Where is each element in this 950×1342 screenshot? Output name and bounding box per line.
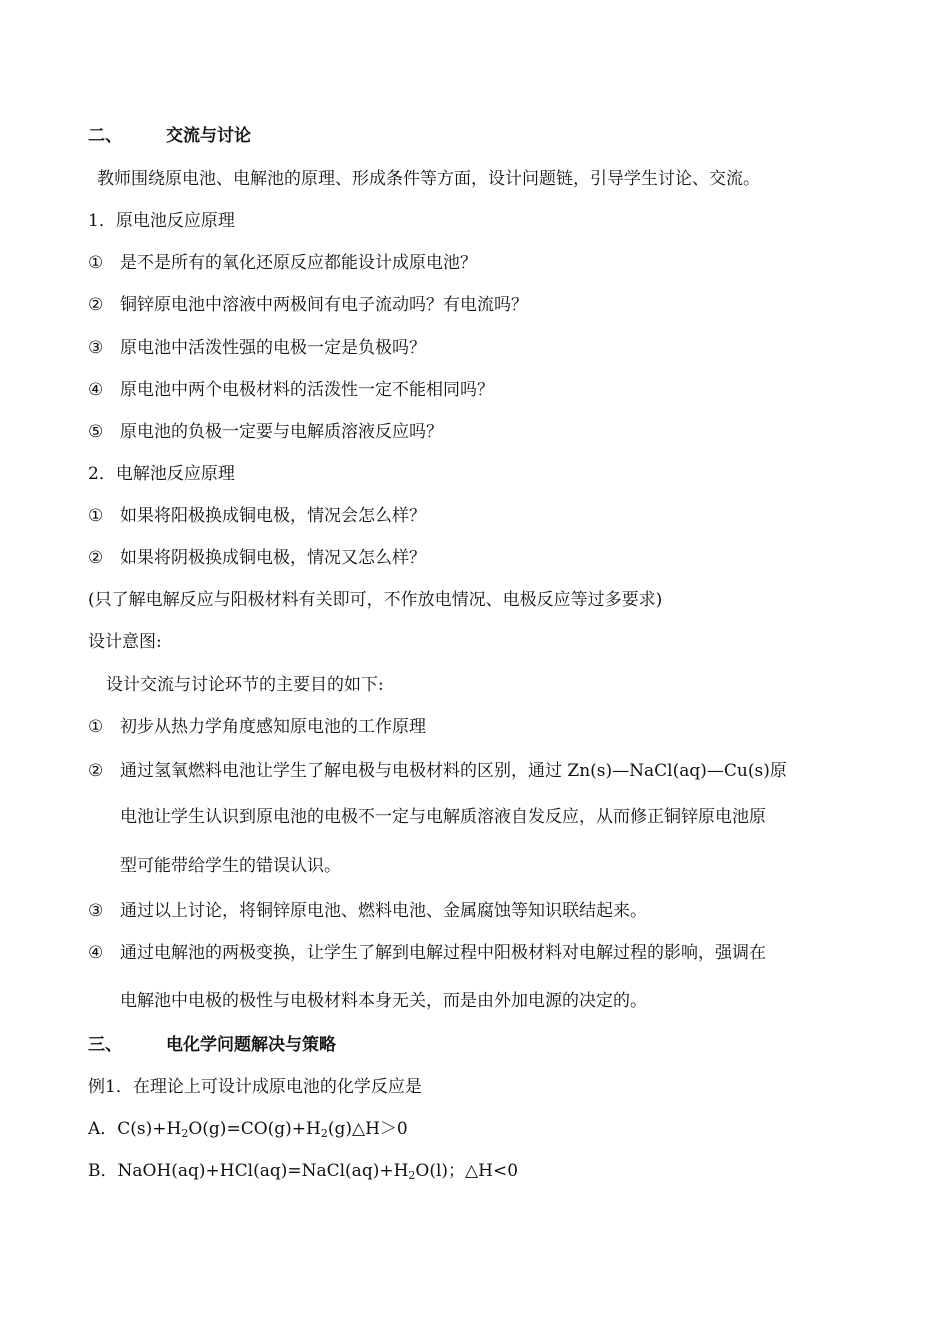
design-item-text: 通过电解池的两极变换，让学生了解到电解过程中阳极材料对电解过程的影响，强调在 [120, 943, 766, 963]
section-number: 二、 [88, 126, 122, 146]
design-item-text: 初步从热力学角度感知原电池的工作原理 [120, 717, 426, 737]
question-item [88, 337, 426, 359]
question-item [88, 252, 477, 274]
design-item [88, 900, 647, 922]
section-heading-strategy [88, 1034, 336, 1056]
question-item [88, 505, 426, 527]
equation-part: NaOH(aq)+HCl(aq)=NaCl(aq)+H [117, 1161, 409, 1181]
equation-part: O(l)；△H<0 [415, 1161, 519, 1181]
question-item [88, 294, 528, 316]
design-item [88, 716, 426, 738]
design-item [88, 760, 787, 782]
option-label: A． [88, 1119, 118, 1139]
design-item-continuation: 电解池中电极的极性与电极材料本身无关，而是由外加电源的决定的。 [120, 991, 647, 1011]
design-item-marker: ② [88, 761, 104, 781]
question-text: 是不是所有的氧化还原反应都能设计成原电池？ [120, 253, 477, 273]
question-marker: ③ [88, 338, 104, 358]
option-a [88, 1118, 408, 1140]
question-marker: ② [88, 295, 104, 315]
example-question: 例1．在理论上可设计成原电池的化学反应是 [88, 1077, 422, 1097]
subsection-title-electrolytic: 2．电解池反应原理 [88, 464, 235, 484]
design-intent-label: 设计意图: [88, 632, 162, 652]
subsection-title-galvanic: 1．原电池反应原理 [88, 211, 235, 231]
equation-part: O(g)=CO(g)+H [188, 1119, 321, 1139]
question-text: 原电池的负极一定要与电解质溶液反应吗？ [120, 422, 443, 442]
subscript: 2 [320, 1127, 328, 1140]
question-item [88, 547, 426, 569]
question-marker: ① [88, 506, 104, 526]
section-number: 三、 [88, 1035, 122, 1055]
subscript: 2 [408, 1169, 416, 1182]
question-item [88, 379, 494, 401]
teaching-note: (只了解电解反应与阳极材料有关即可，不作放电情况、电极反应等过多要求) [88, 590, 663, 610]
design-item-text: 通过氢氧燃料电池让学生了解电极与电极材料的区别，通过 Zn(s)—NaCl(aq)—Cu(s)原 [120, 761, 787, 781]
intro-paragraph: 教师围绕原电池、电解池的原理、形成条件等方面，设计问题链，引导学生讨论、交流。 [97, 169, 760, 189]
question-marker: ② [88, 548, 104, 568]
section-title: 交流与讨论 [166, 126, 251, 146]
design-item-marker: ④ [88, 943, 104, 963]
equation-part: (g)△H＞0 [327, 1119, 408, 1139]
section-heading-exchange [88, 125, 251, 147]
question-marker: ④ [88, 380, 104, 400]
subscript: 2 [181, 1127, 189, 1140]
question-text: 原电池中两个电极材料的活泼性一定不能相同吗？ [120, 380, 494, 400]
design-item-continuation: 型可能带给学生的错误认识。 [120, 856, 341, 876]
question-text: 如果将阳极换成铜电极，情况会怎么样？ [120, 506, 426, 526]
design-item-marker: ③ [88, 901, 104, 921]
question-text: 如果将阴极换成铜电极，情况又怎么样？ [120, 548, 426, 568]
question-marker: ⑤ [88, 422, 104, 442]
design-item [88, 942, 766, 964]
design-item-marker: ① [88, 717, 104, 737]
design-item-continuation: 电池让学生认识到原电池的电极不一定与电解质溶液自发反应，从而修正铜锌原电池原 [120, 807, 766, 827]
question-marker: ① [88, 253, 104, 273]
design-item-text: 通过以上讨论，将铜锌原电池、燃料电池、金属腐蚀等知识联结起来。 [120, 901, 647, 921]
question-item [88, 421, 443, 443]
option-label: B． [88, 1161, 118, 1181]
equation-part: C(s)+H [117, 1119, 182, 1139]
section-title: 电化学问题解决与策略 [166, 1035, 336, 1055]
design-intent-intro: 设计交流与讨论环节的主要目的如下: [106, 675, 384, 695]
question-text: 原电池中活泼性强的电极一定是负极吗？ [120, 338, 426, 358]
option-b [88, 1160, 518, 1182]
question-text: 铜锌原电池中溶液中两极间有电子流动吗？有电流吗？ [120, 295, 528, 315]
